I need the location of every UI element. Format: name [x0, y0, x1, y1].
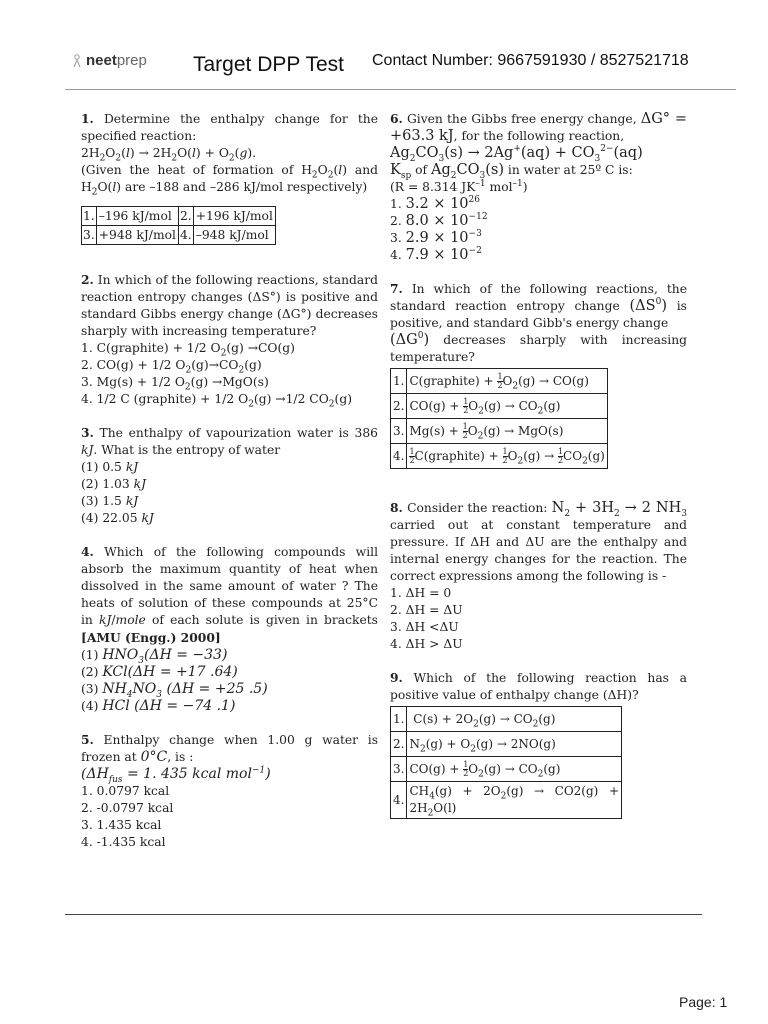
q9-option-1[interactable]: 1. $C(s) + 2O_2(g) \to CO_2(g)$	[391, 707, 622, 732]
question-6: 6. Given the Gibbs free energy change, ΔG° = +63.3 kJ, for the following reaction, $Ag_2CO_3(s) \to 2Ag^+(aq) + CO_3^{2-}(aq)$ $K_{sp}$ of $Ag_2CO_3(s)$ in water at 25º C is: (R = 8.314 $JK^{-1}$ mol$^{-1}$) 1. $3.2 \times 10^{26}$ 2. $8.0 \times 10^{-12}$ 3. $2.9 \times 10^{-3}$ 4. $7.9 \times 10^{-2}$	[390, 111, 687, 263]
q2-option-3[interactable]: 3. Mg(s) + 1/2 $O_2(g) \to MgO(s)$	[81, 375, 269, 393]
q7-option-2[interactable]: 2. CO(g) + $\frac{1}{2}$ $O_2(g) \to CO_2(g)$	[391, 394, 608, 419]
q7-option-1[interactable]: 1. C(graphite) + $\frac{1}{2}$ $O_2(g) \to CO(g)$	[391, 369, 608, 394]
q2-option-1[interactable]: 1. C(graphite) + 1/2 $O_2(g) \to CO(g)$	[81, 341, 295, 359]
page-title: Target DPP Test	[193, 53, 344, 76]
q9-option-2[interactable]: 2. $N_2(g) + O_2(g) \to 2NO(g)$	[391, 732, 622, 757]
page-number: Page: 1	[679, 994, 728, 1010]
q8-option-4[interactable]: 4. ΔH > ΔU	[390, 637, 463, 651]
q5-option-1[interactable]: 1. 0.0797 kcal	[81, 784, 170, 798]
q5-option-2[interactable]: 2. -0.0797 kcal	[81, 801, 174, 815]
q3-option-2[interactable]: (2) 1.03 kJ	[81, 477, 147, 491]
left-column	[81, 110, 378, 867]
page-header	[0, 0, 768, 90]
right-column	[390, 110, 687, 835]
q3-option-1[interactable]: (1) 0.5 kJ	[81, 460, 139, 474]
question-4: 4. Which of the following compounds will absorb the maximum quantity of heat when dissolved in the same amount of water ? The heats of solution of these compounds at 25°C in kJ/mole of each solute is given in brackets [AMU (Engg.) 2000] (1) $HNO_3(\Delta H = -33)$ (2) KCl(ΔH = +17 .64) (3) $NH_4NO_3$ (ΔH = +25 .5) (4) HCl (ΔH = −74 .1)	[81, 544, 378, 714]
q5-option-4[interactable]: 4. -1.435 kcal	[81, 835, 166, 849]
q1-option-2[interactable]: +196 kJ/mol	[193, 207, 275, 226]
footer-divider	[65, 914, 702, 915]
logo-neet: neet	[86, 52, 117, 69]
q4-option-4[interactable]: (4) HCl (ΔH = −74 .1)	[81, 698, 236, 714]
contact-number: Contact Number: 9667591930 / 8527521718	[372, 52, 689, 69]
q7-options-table	[390, 368, 608, 469]
q4-option-2[interactable]: (2) KCl(ΔH = +17 .64)	[81, 664, 238, 680]
q9-options-table	[390, 706, 622, 819]
q9-option-4[interactable]: 4. $CH_4(g) + 2O_2(g) \to CO2(g) + 2H_2O(l)$	[391, 782, 622, 819]
question-3: 3. The enthalpy of vapourization water is 386 kJ. What is the entropy of water (1) 0.5 kJ (2) 1.03 kJ (3) 1.5 kJ (4) 22.05 kJ	[81, 425, 378, 525]
q1-option-4[interactable]: –948 kJ/mol	[193, 226, 275, 245]
neetprep-logo	[74, 52, 147, 69]
question-5: 5. Enthalpy change when 1.00 g water is frozen at 0°C, is : ($\Delta H_{fus} = 1$. 435 kcal mol$^{-1}$) 1. 0.0797 kcal 2. -0.0797 kcal 3. 1.435 kcal 4. -1.435 kcal	[81, 732, 378, 849]
q1-options-table: 1. –196 kJ/mol 2. +196 kJ/mol 3. +948 kJ/mol 4. –948 kJ/mol	[81, 206, 276, 245]
q1-option-1[interactable]: –196 kJ/mol	[96, 207, 178, 226]
logo-prep: prep	[116, 52, 147, 69]
question-9: 9. Which of the following reaction has a positive value of enthalpy change (ΔH)? 1. $C(s) + 2O_2(g) \to CO_2(g)$ 2. $N_2(g) + O_2(g) \to 2NO(g)$ 3. CO(g) + $\frac{1}{2}$ $O_2(g) \to CO_2(g)$ 4. $CH_4(g) + 2O_2(g) \to CO2(g) + 2H_2O(l)$	[390, 670, 687, 819]
q2-option-4[interactable]: 4. 1/2 C (graphite) + 1/2 $O_2(g) \to 1/2$ $CO_2(g)$	[81, 392, 352, 410]
q1-option-3[interactable]: +948 kJ/mol	[96, 226, 178, 245]
q4-option-3[interactable]: (3) $NH_4NO_3$ (ΔH = +25 .5)	[81, 681, 268, 700]
q8-option-1[interactable]: 1. ΔH = 0	[390, 586, 452, 600]
q3-option-4[interactable]: (4) 22.05 kJ	[81, 511, 154, 525]
q2-option-2[interactable]: 2. CO(g) + 1/2 $O_2(g)\to CO_2(g)$	[81, 358, 262, 376]
q3-option-3[interactable]: (3) 1.5 kJ	[81, 494, 139, 508]
q8-option-3[interactable]: 3. ΔH <ΔU	[390, 620, 459, 634]
question-8: 8. Consider the reaction: $N_2 + 3H_2 \to 2$ $NH_3$ carried out at constant temperature and pressure. If ΔH and ΔU are the enthalpy and internal energy changes for the reaction. The correct expressions among the following is - 1. ΔH = 0 2. ΔH = ΔU 3. ΔH <ΔU 4. ΔH > ΔU	[390, 500, 687, 651]
header-divider	[65, 89, 736, 90]
q5-option-3[interactable]: 3. 1.435 kcal	[81, 818, 162, 832]
q9-option-3[interactable]: 3. CO(g) + $\frac{1}{2}$ $O_2(g) \to CO_2(g)$	[391, 757, 622, 782]
q6-option-3[interactable]: 3. $2.9 \times 10^{-3}$	[390, 229, 482, 246]
q8-option-2[interactable]: 2. ΔH = ΔU	[390, 603, 463, 617]
q6-option-1[interactable]: 1. $3.2 \times 10^{26}$	[390, 195, 480, 212]
question-1: 1. Determine the enthalpy change for the specified reaction: $2H_2O_2(l) \to 2H_2O(l) + O_2(g)$. (Given the heat of formation of $H_2O_2(l)$ and $H_2O(l)$ are –188 and –286 kJ/mol respectively) 1. –196 kJ/mol 2. +196 kJ/mol 3. +948 kJ/mol 4. –948 kJ/mol	[81, 110, 378, 245]
q6-option-4[interactable]: 4. $7.9 \times 10^{-2}$	[390, 246, 482, 263]
question-2: 2. In which of the following reactions, standard reaction entropy changes (ΔS°) is positive and standard Gibbs energy change (ΔG°) decreases sharply with increasing temperature? 1. C(graphite) + 1/2 $O_2(g) \to CO(g)$ 2. CO(g) + 1/2 $O_2(g)\to CO_2(g)$ 3. Mg(s) + 1/2 $O_2(g) \to MgO(s)$ 4. 1/2 C (graphite) + 1/2 $O_2(g) \to 1/2$ $CO_2(g)$	[81, 272, 378, 410]
q7-option-4[interactable]: 4. $\frac{1}{2}$ C(graphite) + $\frac{1}{2}$ $O_2(g)$ → $\frac{1}{2}$ $CO_2(g)$	[391, 444, 608, 469]
q7-option-3[interactable]: 3. Mg(s) + $\frac{1}{2}$ $O_2(g) \to MgO(s)$	[391, 419, 608, 444]
question-7: 7. In which of the following reactions, the standard reaction entropy change $(\Delta S^0)$ is positive, and standard Gibb's energy change $(\Delta G^0)$ decreases sharply with increasing temperature? 1. C(graphite) + $\frac{1}{2}$ $O_2(g) \to CO(g)$ 2. CO(g) + $\frac{1}{2}$ $O_2(g) \to CO_2(g)$ 3. Mg(s) + $\frac{1}{2}$ $O_2(g) \to MgO(s)$ 4. $\frac{1}{2}$ C(graphite) + $\frac{1}{2}$ $O_2(g)$ → $\frac{1}{2}$ $CO_2(g)$	[390, 280, 687, 469]
q6-option-2[interactable]: 2. $8.0 \times 10^{-12}$	[390, 212, 488, 229]
logo-person-icon	[72, 54, 82, 68]
q4-option-1[interactable]: (1) $HNO_3(\Delta H = -33)$	[81, 647, 228, 666]
